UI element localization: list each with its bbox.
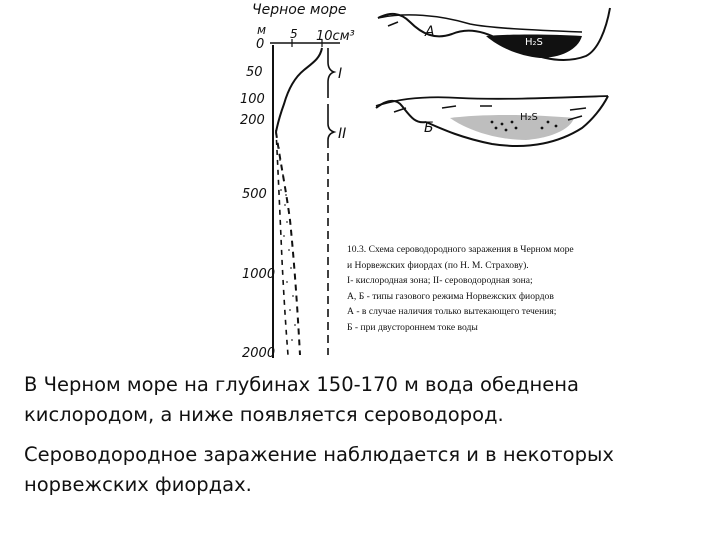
- scale-tick-10: 10см³: [316, 29, 355, 44]
- fjord-b: [376, 96, 608, 146]
- depth-label-200: 200: [240, 113, 265, 128]
- caption-line: А - в случае наличия только вытекающего течения;: [347, 306, 557, 318]
- caption-line: и Норвежских фиордах (по Н. М. Страхову).: [347, 259, 529, 271]
- depth-label-500: 500: [242, 187, 267, 202]
- fjord-a: [378, 8, 610, 60]
- arrow-icon: [388, 22, 398, 26]
- fjord-a-label: А: [425, 24, 435, 40]
- zone-label-2: II: [338, 126, 347, 142]
- fjord-a-chem-label: H₂S: [525, 37, 543, 48]
- profile-title: Черное море: [252, 2, 347, 18]
- figure: [230, 0, 700, 370]
- black-sea-profile: [240, 2, 355, 361]
- h2s-curve-inner: [276, 130, 288, 355]
- fjord-a-outline: [378, 8, 610, 60]
- fjord-b-h2s-zone: [450, 115, 574, 140]
- zone-label-1: I: [338, 66, 343, 82]
- fjord-b-surface: [376, 96, 608, 106]
- slide-body: [24, 370, 704, 510]
- depth-label-2000: 2000: [242, 346, 276, 361]
- zone-bracket-1: [328, 48, 334, 98]
- caption-line: 10.3. Схема сероводородного заражения в Черном море: [347, 244, 574, 255]
- depth-label-50: 50: [246, 65, 263, 80]
- figure-caption: [347, 242, 687, 336]
- scale-tick-5: 5: [290, 27, 298, 41]
- depth-label-100: 100: [240, 92, 265, 107]
- arrow-icon: [570, 108, 586, 110]
- paragraph-fjords: Сероводородное заражение наблюдается и в некоторых норвежских фиордах.: [24, 443, 614, 496]
- caption-line: Б - при двустороннем токе воды: [347, 321, 478, 333]
- arrow-icon: [442, 106, 456, 108]
- fjord-a-surface: [378, 15, 582, 32]
- depth-unit: м: [257, 23, 267, 37]
- scale-tick-0: 0: [256, 37, 265, 52]
- paragraph-black-sea: В Черном море на глубинах 150-170 м вода обеднена кислородом, а ниже появляется сероводород.: [24, 373, 579, 426]
- oxygen-curve: [276, 48, 322, 132]
- caption-line: А, Б - типы газового режима Норвежских фиордов: [347, 290, 554, 302]
- h2s-curve-outer: [276, 132, 300, 355]
- caption-line: I- кислородная зона; II- сероводородная зона;: [347, 275, 533, 287]
- depth-label-1000: 1000: [242, 267, 276, 282]
- fjord-b-chem-label: H₂S: [520, 112, 538, 123]
- fjord-b-label: Б: [424, 120, 434, 136]
- zone-bracket-2: [328, 104, 334, 140]
